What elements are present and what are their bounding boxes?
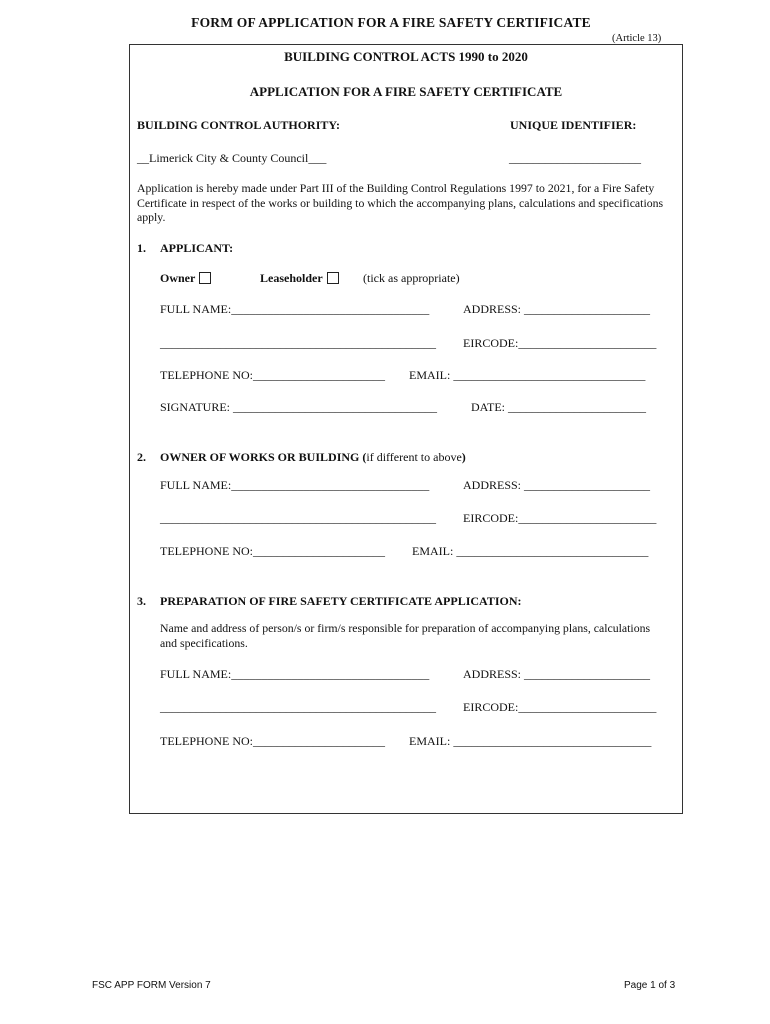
owner-full-name-field[interactable]: FULL NAME:_________________________________ xyxy=(160,478,430,492)
leaseholder-option[interactable] xyxy=(260,271,339,286)
section2-title xyxy=(160,450,466,465)
leaseholder-label: Leaseholder xyxy=(260,271,323,285)
owner-telephone-field[interactable]: TELEPHONE NO:______________________ xyxy=(160,544,385,558)
authority-label: BUILDING CONTROL AUTHORITY: xyxy=(137,118,340,132)
section1-title: APPLICANT: xyxy=(160,241,234,255)
section1-number: 1. xyxy=(137,241,146,255)
applicant-address-line[interactable]: ______________________________________________ xyxy=(160,336,436,350)
section3-title: PREPARATION OF FIRE SAFETY CERTIFICATE APPLICATION: xyxy=(160,594,522,608)
tick-note: (tick as appropriate) xyxy=(363,271,460,285)
unique-identifier-field[interactable]: ______________________ xyxy=(509,151,641,165)
leaseholder-checkbox[interactable] xyxy=(327,272,339,284)
acts-heading: BUILDING CONTROL ACTS 1990 to 2020 xyxy=(284,49,528,64)
owner-eircode-field[interactable]: EIRCODE:_______________________ xyxy=(463,511,657,525)
applicant-signature-field[interactable]: SIGNATURE: __________________________________ xyxy=(160,400,438,414)
section2-number: 2. xyxy=(137,450,146,464)
section3-description: Name and address of person/s or firm/s responsible for preparation of accompanying plans, calculations and specifications. xyxy=(160,621,651,650)
applicant-full-name-field[interactable]: FULL NAME:_________________________________ xyxy=(160,302,430,316)
preparer-address-field[interactable]: ADDRESS: _____________________ xyxy=(463,667,651,681)
footer-version: FSC APP FORM Version 7 xyxy=(92,980,211,991)
applicant-date-field[interactable]: DATE: _______________________ xyxy=(471,400,646,414)
section2-title-main: OWNER OF WORKS OR BUILDING ( xyxy=(160,450,367,464)
preparer-address-line[interactable]: ______________________________________________ xyxy=(160,700,436,714)
owner-email-field[interactable]: EMAIL: ________________________________ xyxy=(412,544,649,558)
article-reference: (Article 13) xyxy=(612,33,662,44)
owner-label: Owner xyxy=(160,271,196,285)
owner-address-field[interactable]: ADDRESS: _____________________ xyxy=(463,478,651,492)
applicant-eircode-field[interactable]: EIRCODE:_______________________ xyxy=(463,336,657,350)
preparer-full-name-field[interactable]: FULL NAME:_________________________________ xyxy=(160,667,430,681)
footer-page-number: Page 1 of 3 xyxy=(624,980,676,991)
applicant-telephone-field[interactable]: TELEPHONE NO:______________________ xyxy=(160,368,385,382)
section2-title-close: ) xyxy=(461,450,466,464)
form-title: FORM OF APPLICATION FOR A FIRE SAFETY CERTIFICATE xyxy=(191,15,591,30)
application-heading: APPLICATION FOR A FIRE SAFETY CERTIFICATE xyxy=(249,84,563,99)
preparer-eircode-field[interactable]: EIRCODE:_______________________ xyxy=(463,700,657,714)
owner-checkbox[interactable] xyxy=(199,272,211,284)
preparer-email-field[interactable]: EMAIL: _________________________________ xyxy=(409,734,652,748)
section3-number: 3. xyxy=(137,594,146,608)
owner-option[interactable] xyxy=(160,271,211,286)
owner-address-line[interactable]: ______________________________________________ xyxy=(160,511,436,525)
unique-identifier-label: UNIQUE IDENTIFIER: xyxy=(510,118,637,132)
section2-title-note: if different to above xyxy=(366,450,462,464)
applicant-email-field[interactable]: EMAIL: ________________________________ xyxy=(409,368,646,382)
authority-field[interactable]: __Limerick City & County Council___ xyxy=(137,151,327,165)
intro-paragraph: Application is hereby made under Part III of the Building Control Regulations 1997 to 2021, for a Fire Safety Certificate in respect of the works or building to which the accompanying plans, calculations and specifications apply. xyxy=(137,181,664,224)
applicant-address-field[interactable]: ADDRESS: _____________________ xyxy=(463,302,651,316)
preparer-telephone-field[interactable]: TELEPHONE NO:______________________ xyxy=(160,734,385,748)
